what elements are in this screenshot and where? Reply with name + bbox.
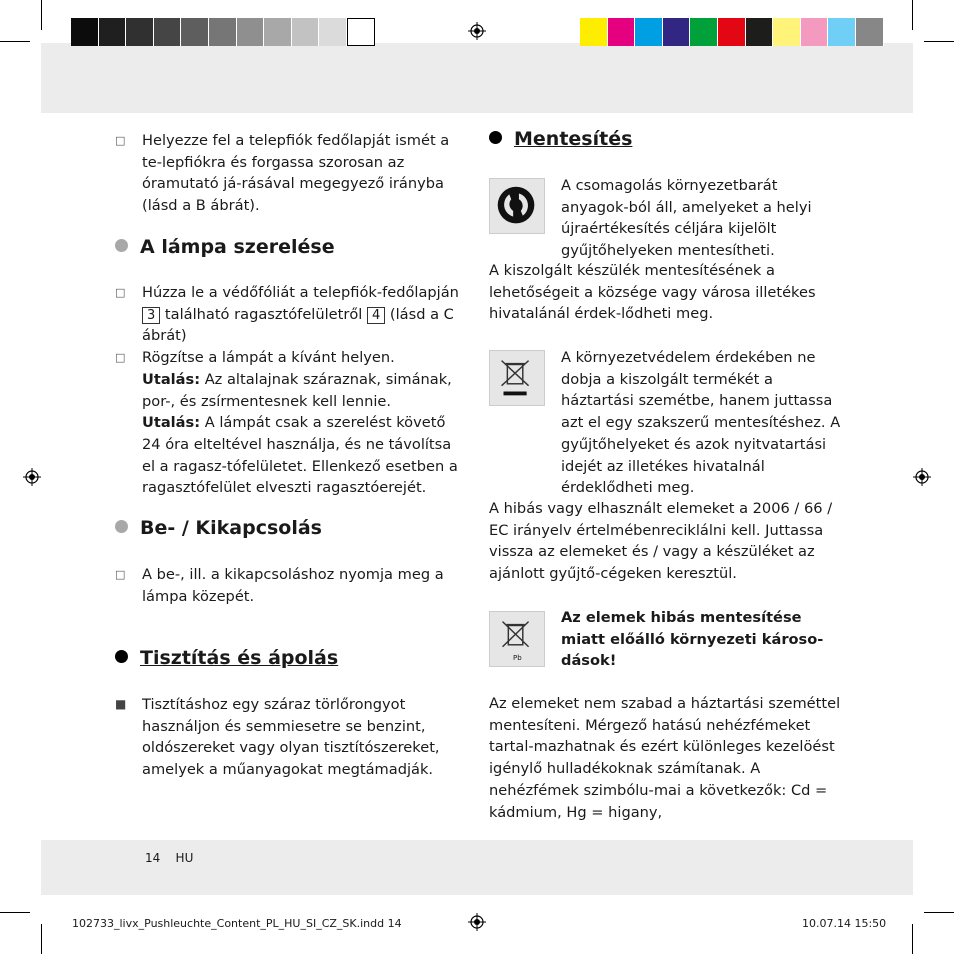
bullet-marker: □ xyxy=(115,568,126,581)
green-dot-icon xyxy=(489,178,545,234)
color-swatch xyxy=(126,18,154,46)
slug-filename: 102733_livx_Pushleuchte_Content_PL_HU_SI_CZ_SK.indd 14 xyxy=(72,917,402,930)
crop-mark xyxy=(912,0,913,30)
note-label: Utalás: xyxy=(142,414,201,432)
color-swatch xyxy=(181,18,209,46)
color-swatch xyxy=(718,18,746,46)
section-heading-cleaning: Tisztítás és ápolás xyxy=(115,647,338,669)
intro-item xyxy=(115,130,465,217)
section-heading-assembly: A lámpa szerelése xyxy=(115,236,335,258)
environment-text: A környezetvédelem érdekében ne dobja a kiszolgált termékét a háztartási szemétbe, hanem juttassa azt el egy szakszerű mentesítéshez. A gyűjtőhelyeket és azok nyitvatartási idejét az illetékes hivatalnál érdeklődheti meg. xyxy=(561,349,841,497)
crop-mark xyxy=(0,41,30,42)
color-swatch xyxy=(99,18,127,46)
top-band xyxy=(41,43,913,113)
color-bar xyxy=(580,18,884,46)
heading-dot-icon xyxy=(489,131,502,144)
color-swatch xyxy=(856,18,884,46)
crop-mark xyxy=(41,0,42,30)
color-swatch xyxy=(773,18,801,46)
packaging-text: A csomagolás környezetbarát anyagok-ból áll, amelyeket a helyi újraértékesítés céljára kijelölt gyűjtőhelyeken mentesítheti. xyxy=(561,177,812,260)
crop-mark xyxy=(0,912,30,913)
registration-mark-icon xyxy=(913,468,931,486)
grayscale-bar xyxy=(71,18,375,46)
bottom-band xyxy=(41,840,913,895)
heading-dot-icon xyxy=(115,520,128,533)
language-code: HU xyxy=(175,851,194,865)
registration-mark-icon xyxy=(23,468,41,486)
color-swatch xyxy=(71,18,99,46)
page-number: 14 HU xyxy=(145,851,194,865)
color-swatch xyxy=(237,18,265,46)
intro-text: Helyezze fel a telepfiók fedőlapját ismét a te-lepfiókra és forgassa szorosan az óramutató já-rásával megegyező irányba (lásd a B ábrát). xyxy=(142,132,450,215)
slug-datetime: 10.07.14 15:50 xyxy=(802,917,887,930)
color-swatch xyxy=(209,18,237,46)
color-swatch xyxy=(690,18,718,46)
bullet-marker: ■ xyxy=(115,697,127,711)
assembly-list: □ Húzza le a védőfóliát a telepfiók-fedőlapján 3 található ragasztófelületről 4 (lásd a C ábrát) □ Rögzítse a lámpát a kívánt helyen. Utalás: Az altalajnak száraznak, simának, por-, és zsírmentesnek kell lennie. Utalás: A lámpát csak a szerelést követő 24 óra elteltével használja, és ne távolítsa el a ragasz-tófelületet. Ellenkező esetben a ragasztófelület elveszti ragasztóerejét. xyxy=(115,284,459,497)
color-swatch xyxy=(635,18,663,46)
color-swatch xyxy=(580,18,608,46)
heavy-metals-text: Az elemeket nem szabad a háztartási szeméttel mentesíteni. Mérgező hatású nehézfémeket tartal-mazhatnak és ezért különleges kezelöést igénylő hulladékoknak számítanak. A nehézfémek szimbólu-mai a következők: Cd = kádmium, Hg = higany, xyxy=(489,695,841,821)
figure-ref-4: 4 xyxy=(367,307,385,324)
battery-directive-text: A hibás vagy elhasznált elemeket a 2006 / 66 / EC irányelv értelmébenreciklálni kell. Juttassa vissza az elemeket és / vagy a készüléket az ajánlott gyűjtő-cégeken keresztül. xyxy=(489,500,833,583)
registration-mark-icon xyxy=(468,22,486,40)
crop-mark xyxy=(924,41,954,42)
color-swatch xyxy=(347,18,375,46)
color-swatch xyxy=(292,18,320,46)
device-disposal-text: A kiszolgált készülék mentesítésének a lehetőségeit a községe vagy városa illetékes hivatalánál érdek-lődheti meg. xyxy=(489,262,816,323)
color-swatch xyxy=(801,18,829,46)
color-swatch xyxy=(746,18,774,46)
pb-label: Pb xyxy=(513,654,522,662)
color-swatch xyxy=(663,18,691,46)
crop-mark xyxy=(924,912,954,913)
color-swatch xyxy=(154,18,182,46)
crossed-bin-icon xyxy=(489,350,545,406)
note-label: Utalás: xyxy=(142,370,201,388)
bullet-marker: □ xyxy=(115,134,126,147)
crop-mark xyxy=(912,924,913,954)
registration-mark-icon xyxy=(468,913,486,931)
figure-ref-3: 3 xyxy=(142,307,160,324)
cleaning-list: ■ Tisztításhoz egy száraz törlőrongyot használjon és semmiesetre se benzint, oldószereket vagy olyan tisztítószereket, amelyek a műanyagokat megtámadják. xyxy=(115,696,440,779)
switch-list: □ A be-, ill. a kikapcsoláshoz nyomja meg a lámpa közepét. xyxy=(115,566,444,605)
crop-mark xyxy=(41,924,42,954)
heading-dot-icon xyxy=(115,239,128,252)
bullet-marker: □ xyxy=(115,351,126,365)
heading-dot-icon xyxy=(115,650,128,663)
bullet-marker: □ xyxy=(115,286,126,299)
color-swatch xyxy=(608,18,636,46)
crossed-bin-pb-icon xyxy=(489,611,545,667)
color-swatch xyxy=(264,18,292,46)
section-heading-disposal: Mentesítés xyxy=(489,128,632,150)
battery-warning: Az elemek hibás mentesítése miatt előálló környezeti károso-dások! xyxy=(561,609,824,670)
color-swatch xyxy=(319,18,347,46)
color-swatch xyxy=(828,18,856,46)
section-heading-switch: Be- / Kikapcsolás xyxy=(115,517,322,539)
